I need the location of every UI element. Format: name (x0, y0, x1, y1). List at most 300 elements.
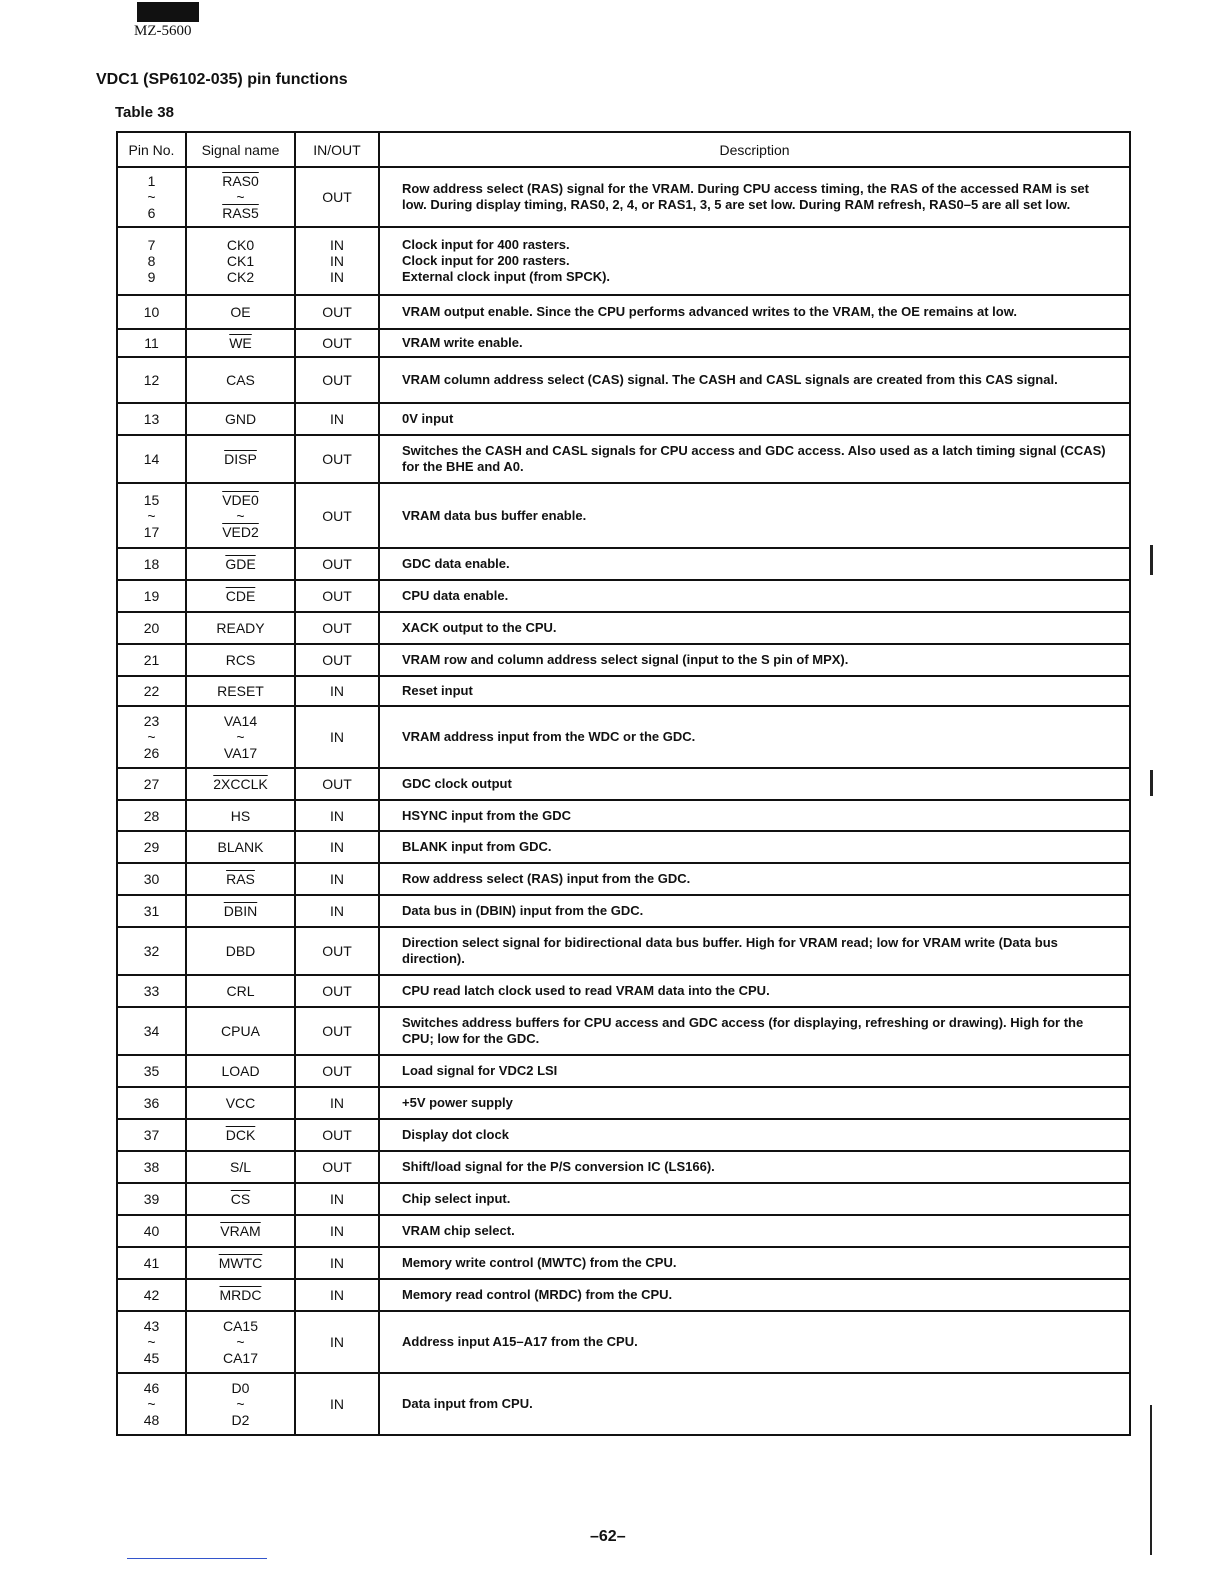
signal-name-cell-text: $\overline{GDE}$ (225, 556, 256, 572)
inout-cell (295, 403, 379, 435)
description-cell-text: Row address select (RAS) input from the GDC. (402, 871, 691, 886)
signal-name-cell (186, 435, 295, 483)
signal-name-cell (186, 580, 295, 612)
description-cell-text: VRAM output enable. Since the CPU performs advanced writes to the VRAM, the OE remains at low. (402, 304, 1017, 319)
table-body (117, 167, 1130, 1435)
signal-name-cell-text: RCS (225, 652, 256, 668)
inout-cell-text: OUT (322, 372, 352, 388)
table-row (117, 831, 1130, 863)
description-cell (379, 800, 1130, 831)
description-cell-text: Memory read control (MRDC) from the CPU. (402, 1287, 673, 1302)
signal-name-cell-text: DBIN (223, 903, 258, 919)
description-cell-text: Chip select input. (402, 1191, 511, 1206)
table-row (117, 1215, 1130, 1247)
signal-name-cell (186, 1215, 295, 1247)
inout-cell (295, 329, 379, 357)
description-cell-text: BLANK input from GDC. (402, 839, 552, 854)
inout-cell-text: OUT (322, 189, 352, 205)
scan-edge-mark (1150, 770, 1153, 796)
pin-number-cell-text: 35 (143, 1063, 160, 1079)
inout-cell (295, 1007, 379, 1055)
pin-number-cell (117, 1279, 186, 1311)
inout-cell (295, 1279, 379, 1311)
pin-number-cell-line: ~ (147, 189, 156, 205)
signal-name-cell-line: CA17 (222, 1350, 259, 1366)
inout-cell (295, 1373, 379, 1435)
description-cell (379, 1247, 1130, 1279)
inout-cell-text: IN (330, 807, 344, 824)
pin-number-cell (117, 1087, 186, 1119)
description-cell (379, 329, 1130, 357)
signal-name-cell (186, 1373, 295, 1435)
pin-number-cell (117, 831, 186, 863)
signal-name-cell-line: CK2 (226, 269, 255, 285)
pin-number-cell-text: 19 (143, 588, 160, 604)
description-cell (379, 580, 1130, 612)
table-row (117, 167, 1130, 227)
pin-number-cell-text: 27 (143, 776, 160, 792)
description-cell (379, 676, 1130, 706)
description-cell (379, 1151, 1130, 1183)
pin-number-cell (117, 295, 186, 329)
col-header-signal: Signal name (186, 132, 295, 167)
description-cell (379, 1183, 1130, 1215)
table-row (117, 548, 1130, 580)
pin-number-cell-text: 20 (143, 620, 160, 636)
signal-name-cell-text: DBD (225, 943, 256, 959)
description-cell-text: Address input A15–A17 from the CPU. (402, 1334, 638, 1349)
signal-name-cell-text: RESET (217, 683, 264, 699)
pin-number-cell (117, 1151, 186, 1183)
page-number: –62– (590, 1528, 626, 1545)
col-header-inout: IN/OUT (295, 132, 379, 167)
pin-number-cell-text: 36 (143, 1095, 160, 1111)
description-cell (379, 1087, 1130, 1119)
signal-name-cell-text: S/L (229, 1159, 251, 1175)
pin-number-cell-text: 32 (143, 943, 160, 959)
pin-number-cell-line: ~ (147, 507, 156, 524)
description-cell (379, 768, 1130, 800)
signal-name-cell-line: VED2 (222, 523, 259, 540)
inout-cell-text: OUT (322, 1159, 352, 1175)
pin-number-cell (117, 1247, 186, 1279)
pin-number-cell (117, 483, 186, 548)
description-cell-text: CPU read latch clock used to read VRAM data into the CPU. (402, 983, 770, 998)
inout-cell (295, 580, 379, 612)
table-row (117, 895, 1130, 927)
inout-cell-text: IN (330, 1334, 344, 1350)
pin-number-cell-text: 40 (143, 1223, 160, 1239)
pin-number-cell (117, 548, 186, 580)
signal-name-cell (186, 1311, 295, 1373)
description-cell (379, 1311, 1130, 1373)
description-cell-text: VRAM chip select. (402, 1223, 515, 1238)
pin-number-cell (117, 1215, 186, 1247)
pin-number-cell-line: 17 (143, 523, 160, 540)
description-cell (379, 1119, 1130, 1151)
table-row (117, 800, 1130, 831)
inout-cell-text: IN (330, 729, 344, 745)
pin-number-cell-text: 18 (143, 556, 160, 572)
col-header-description: Description (379, 132, 1130, 167)
description-cell (379, 357, 1130, 403)
pin-number-cell (117, 1119, 186, 1151)
pin-number-cell (117, 644, 186, 676)
inout-cell-line: IN (330, 253, 344, 269)
pin-number-cell-line: 26 (143, 745, 160, 761)
table-row (117, 580, 1130, 612)
signal-name-cell (186, 1279, 295, 1311)
description-cell (379, 435, 1130, 483)
pin-number-cell (117, 768, 186, 800)
inout-cell-text: IN (330, 871, 344, 887)
signal-name-cell-line: CK1 (226, 253, 255, 269)
signal-name-cell (186, 357, 295, 403)
description-cell-text: GDC clock output (402, 776, 512, 791)
table-row (117, 768, 1130, 800)
pin-number-cell-text: 29 (143, 839, 160, 855)
inout-cell (295, 483, 379, 548)
pin-number-cell-text: 12 (143, 372, 160, 388)
table-row (117, 644, 1130, 676)
pin-number-cell (117, 580, 186, 612)
description-cell (379, 1279, 1130, 1311)
pin-number-cell (117, 403, 186, 435)
pin-number-cell-text: 37 (143, 1127, 160, 1143)
signal-name-cell-line: ~ (236, 189, 245, 205)
inout-cell-text: OUT (322, 304, 352, 320)
inout-cell (295, 548, 379, 580)
description-cell-text: GDC data enable. (402, 556, 510, 571)
signal-name-cell-text: VRAM (220, 1223, 261, 1239)
scan-edge-mark (1150, 545, 1153, 575)
inout-cell (295, 167, 379, 227)
description-cell-line: External clock input (from SPCK). (402, 269, 611, 284)
inout-cell (295, 357, 379, 403)
pin-number-cell-line: 15 (143, 491, 160, 508)
description-cell (379, 863, 1130, 895)
description-cell (379, 227, 1130, 295)
pin-number-cell-line: 9 (147, 269, 156, 285)
signal-name-cell (186, 1151, 295, 1183)
table-row (117, 435, 1130, 483)
pin-number-cell-text: 38 (143, 1159, 160, 1175)
pin-number-cell (117, 167, 186, 227)
description-cell-text: VRAM address input from the WDC or the GDC. (402, 729, 696, 744)
pin-number-cell-line: 43 (143, 1318, 160, 1334)
description-cell-text: Memory write control (MWTC) from the CPU. (402, 1255, 677, 1270)
inout-cell-text: OUT (322, 1063, 352, 1079)
signal-name-cell-text: LOAD (221, 1063, 260, 1079)
inout-cell-text: OUT (322, 1127, 352, 1143)
description-cell (379, 483, 1130, 548)
pin-function-table (116, 131, 1131, 1436)
inout-cell (295, 706, 379, 768)
pin-number-cell-text: 11 (144, 335, 159, 351)
pin-number-cell-line: 8 (147, 253, 156, 269)
pin-number-cell (117, 927, 186, 975)
pin-number-cell-text: 42 (143, 1287, 160, 1303)
inout-cell (295, 1183, 379, 1215)
table-row (117, 227, 1130, 295)
inout-cell (295, 831, 379, 863)
table-label: Table 38 (115, 104, 174, 121)
table-row (117, 927, 1130, 975)
description-cell-text: +5V power supply (402, 1095, 513, 1110)
table-row (117, 357, 1130, 403)
signal-name-cell-line: RAS5 (222, 205, 259, 221)
signal-name-cell (186, 706, 295, 768)
col-header-pin: Pin No. (117, 132, 186, 167)
description-cell-text: 0V input (402, 411, 454, 426)
inout-cell (295, 612, 379, 644)
description-cell (379, 1373, 1130, 1435)
inout-cell (295, 768, 379, 800)
pin-number-cell-line: 45 (143, 1350, 160, 1366)
signal-name-cell-text: DISP (224, 451, 257, 467)
inout-cell (295, 1311, 379, 1373)
signal-name-cell-line: VA14 (223, 713, 258, 729)
signal-name-cell-line: D2 (231, 1412, 250, 1428)
pin-number-cell-text: 22 (143, 683, 160, 699)
pin-number-cell-line: 1 (147, 173, 156, 189)
signal-name-cell-text: HS (230, 807, 251, 824)
signal-name-cell (186, 1007, 295, 1055)
table-row (117, 706, 1130, 768)
description-cell-text: Reset input (402, 683, 473, 698)
pin-number-cell (117, 975, 186, 1007)
inout-cell (295, 435, 379, 483)
inout-cell-text: IN (330, 683, 344, 699)
description-cell-text: Data input from CPU. (402, 1396, 533, 1411)
signal-name-cell-text: READY (216, 620, 265, 636)
pin-number-cell (117, 612, 186, 644)
signal-name-cell (186, 768, 295, 800)
pin-number-cell-text: 13 (143, 411, 160, 427)
inout-cell-text: IN (330, 839, 344, 855)
table-row (117, 295, 1130, 329)
description-cell-text: CPU data enable. (402, 588, 509, 603)
pin-number-cell (117, 895, 186, 927)
inout-cell-text: OUT (322, 1023, 352, 1039)
header-black-bar (137, 2, 199, 22)
pin-number-cell (117, 357, 186, 403)
description-cell (379, 612, 1130, 644)
description-cell-text: Shift/load signal for the P/S conversion IC (LS166). (402, 1159, 715, 1174)
inout-cell-text: OUT (322, 451, 352, 467)
footer-rule (127, 1558, 267, 1559)
inout-cell (295, 800, 379, 831)
table-row (117, 612, 1130, 644)
signal-name-cell (186, 403, 295, 435)
inout-cell-text: OUT (322, 652, 352, 668)
pin-number-cell-text: 30 (143, 871, 160, 887)
signal-name-cell (186, 1183, 295, 1215)
description-cell (379, 548, 1130, 580)
description-cell-text: Display dot clock (402, 1127, 509, 1142)
inout-cell-text: OUT (322, 507, 352, 524)
signal-name-cell (186, 167, 295, 227)
signal-name-cell (186, 329, 295, 357)
inout-cell (295, 227, 379, 295)
pin-number-cell (117, 1007, 186, 1055)
description-cell-text: Row address select (RAS) signal for the VRAM. During CPU access timing, the RAS of the accessed RAM is set low. During display timing, RAS0, 2, 4, or RAS1, 3, 5 are set low. During RAM refresh, RAS0–5 are all set low. (402, 181, 1089, 212)
signal-name-cell-line: D0 (231, 1380, 250, 1396)
signal-name-cell (186, 831, 295, 863)
signal-name-cell-line: ~ (236, 1334, 245, 1350)
pin-number-cell (117, 435, 186, 483)
description-cell (379, 1055, 1130, 1087)
pin-number-cell-text: 28 (143, 807, 160, 824)
signal-name-cell (186, 227, 295, 295)
signal-name-cell-text: $\overline{CS}$ (230, 1191, 251, 1207)
signal-name-cell-text: $\overline{CDE}$ (225, 588, 256, 604)
inout-cell (295, 1247, 379, 1279)
inout-cell-line: IN (330, 269, 344, 285)
signal-name-cell (186, 1247, 295, 1279)
table-row (117, 1007, 1130, 1055)
inout-cell (295, 927, 379, 975)
signal-name-cell-text: $\overline{DCK}$ (225, 1127, 256, 1143)
pin-number-cell-line: ~ (147, 1334, 156, 1350)
pin-number-cell (117, 676, 186, 706)
inout-cell (295, 644, 379, 676)
pin-number-cell (117, 706, 186, 768)
signal-name-cell-text: 2XCCLK (213, 776, 268, 792)
description-cell (379, 644, 1130, 676)
description-cell (379, 1007, 1130, 1055)
signal-name-cell (186, 1087, 295, 1119)
signal-name-cell-line: VDE0 (222, 491, 259, 508)
signal-name-cell (186, 612, 295, 644)
signal-name-cell (186, 975, 295, 1007)
inout-cell-text: IN (330, 1095, 344, 1111)
inout-cell-text: OUT (322, 620, 352, 636)
inout-cell-text: IN (330, 1191, 344, 1207)
signal-name-cell (186, 863, 295, 895)
description-cell-text: VRAM row and column address select signal (input to the S pin of MPX). (402, 652, 849, 667)
pin-number-cell-line: 46 (143, 1380, 160, 1396)
signal-name-cell-line: ~ (236, 1396, 245, 1412)
signal-name-cell (186, 644, 295, 676)
table-row (117, 329, 1130, 357)
signal-name-cell-text: CPUA (221, 1023, 260, 1039)
inout-cell (295, 895, 379, 927)
description-cell-text: Direction select signal for bidirectional data bus buffer. High for VRAM read; low for VRAM write (Data bus direction). (402, 935, 1058, 966)
pin-number-cell (117, 227, 186, 295)
signal-name-cell (186, 800, 295, 831)
pin-number-cell-line: 7 (147, 237, 156, 253)
description-cell-text: Switches the CASH and CASL signals for CPU access and GDC access. Also used as a latch timing signal (CCAS) for the BHE and A0. (402, 443, 1106, 474)
signal-name-cell-text: BLANK (217, 839, 264, 855)
signal-name-cell-line: RAS0 (222, 173, 259, 189)
pin-number-cell-line: 6 (147, 205, 156, 221)
signal-name-cell-text: GND (224, 411, 257, 427)
inout-cell-text: IN (330, 903, 344, 919)
inout-cell (295, 676, 379, 706)
table-row (117, 1279, 1130, 1311)
signal-name-cell-text: $\overline{RAS}$ (226, 871, 255, 887)
inout-cell-text: OUT (322, 776, 352, 792)
pin-number-cell-text: 34 (143, 1023, 160, 1039)
inout-cell (295, 975, 379, 1007)
description-cell-line: Clock input for 400 rasters. (402, 237, 570, 252)
description-cell (379, 975, 1130, 1007)
signal-name-cell-text: VCC (225, 1095, 256, 1111)
pin-number-cell-text: 31 (143, 903, 160, 919)
table-row (117, 1119, 1130, 1151)
inout-cell-text: OUT (322, 943, 352, 959)
description-cell (379, 927, 1130, 975)
pin-number-cell (117, 1373, 186, 1435)
pin-number-cell (117, 1055, 186, 1087)
pin-number-cell-text: 41 (143, 1255, 160, 1271)
signal-name-cell (186, 927, 295, 975)
description-cell (379, 167, 1130, 227)
signal-name-cell (186, 1055, 295, 1087)
description-cell (379, 831, 1130, 863)
inout-cell-line: IN (330, 237, 344, 253)
signal-name-cell-text: OE (230, 304, 251, 320)
description-cell-line: Clock input for 200 rasters. (402, 253, 570, 268)
table-row (117, 483, 1130, 548)
inout-cell-text: IN (330, 1287, 344, 1303)
inout-cell (295, 1215, 379, 1247)
signal-name-cell (186, 483, 295, 548)
signal-name-cell-line: CK0 (226, 237, 255, 253)
description-cell (379, 403, 1130, 435)
inout-cell (295, 863, 379, 895)
pin-number-cell-line: 48 (143, 1412, 160, 1428)
pin-number-cell-text: 39 (143, 1191, 160, 1207)
scan-edge-mark (1150, 1405, 1152, 1555)
inout-cell-text: OUT (322, 556, 352, 572)
inout-cell-text: IN (330, 1396, 344, 1412)
signal-name-cell-text: $\overline{WE}$ (229, 335, 252, 351)
description-cell-text: Load signal for VDC2 LSI (402, 1063, 558, 1078)
inout-cell (295, 295, 379, 329)
inout-cell (295, 1087, 379, 1119)
page-title: VDC1 (SP6102-035) pin functions (96, 71, 348, 88)
pin-number-cell (117, 1311, 186, 1373)
table-row (117, 1055, 1130, 1087)
pin-number-cell-text: 21 (143, 652, 160, 668)
signal-name-cell (186, 676, 295, 706)
table-row (117, 863, 1130, 895)
table-row (117, 1183, 1130, 1215)
table-row (117, 1373, 1130, 1435)
inout-cell (295, 1151, 379, 1183)
signal-name-cell-text: MRDC (219, 1287, 262, 1303)
table-row (117, 676, 1130, 706)
signal-name-cell-line: ~ (236, 507, 245, 524)
description-cell-text: VRAM write enable. (402, 335, 523, 350)
signal-name-cell (186, 548, 295, 580)
description-cell-text: VRAM data bus buffer enable. (402, 507, 587, 523)
inout-cell-text: IN (330, 1255, 344, 1271)
inout-cell-text: OUT (322, 983, 352, 999)
signal-name-cell (186, 895, 295, 927)
description-cell (379, 895, 1130, 927)
signal-name-cell-line: ~ (236, 729, 245, 745)
model-number: MZ-5600 (134, 23, 192, 39)
table-row (117, 1247, 1130, 1279)
signal-name-cell-text: CRL (226, 983, 255, 999)
inout-cell-text: IN (330, 1223, 344, 1239)
signal-name-cell (186, 1119, 295, 1151)
pin-number-cell-text: 33 (143, 983, 160, 999)
pin-number-cell-line: ~ (147, 1396, 156, 1412)
